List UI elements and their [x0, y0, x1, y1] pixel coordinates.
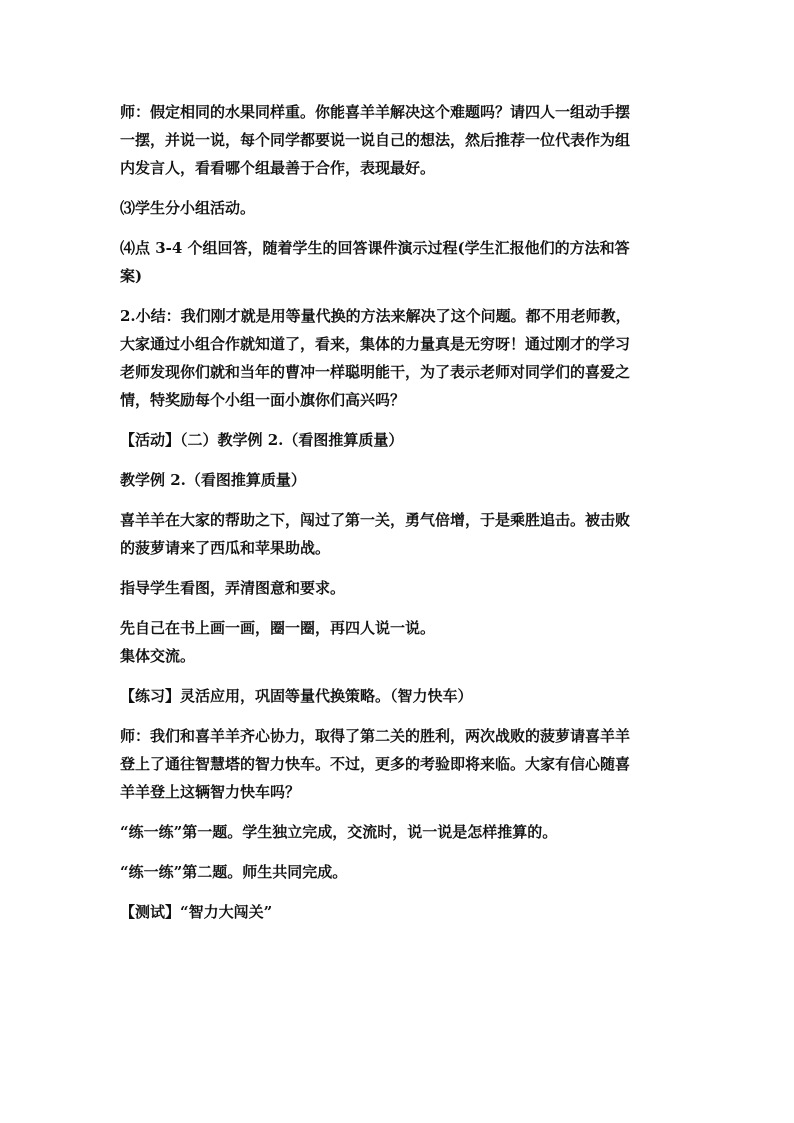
paragraph-teacher-question	[120, 98, 676, 182]
text-line: 老师发现你们就和当年的曹冲一样聪明能干，为了表示老师对同学们的喜爱之	[120, 363, 631, 381]
text-line: 先自己在书上画一画，圈一圈，再四人说一说。	[120, 619, 436, 637]
paragraph-group-answer	[120, 234, 676, 290]
heading-practice	[120, 682, 676, 710]
paragraph-example-2	[120, 466, 676, 494]
text-line: 登上了通往智慧塔的智力快车。不过，更多的考验即将来临。大家有信心随喜	[120, 755, 631, 773]
text-line: 集体交流。	[120, 647, 196, 665]
text-line: “练一练”第二题。师生共同完成。	[120, 863, 348, 881]
text-line: “练一练”第一题。学生独立完成，交流时，说一说是怎样推算的。	[120, 823, 558, 841]
text-line: 喜羊羊在大家的帮助之下，闯过了第一关，勇气倍增，于是乘胜追击。被击败	[120, 511, 631, 529]
text-line: 【活动】（二）教学例 2.（看图推算质量）	[120, 431, 404, 449]
text-line: 师：我们和喜羊羊齐心协力，取得了第二关的胜利，两次战败的菠萝请喜羊羊	[120, 727, 631, 745]
document-body	[120, 98, 676, 926]
text-line: 内发言人，看看哪个组最善于合作，表现最好。	[120, 159, 436, 177]
text-line: 一摆，并说一说，每个同学都要说一说自己的想法，然后推荐一位代表作为组	[120, 131, 631, 149]
text-line: 【练习】灵活应用，巩固等量代换策略。（智力快车）	[120, 687, 473, 705]
paragraph-guide	[120, 574, 676, 602]
text-line: 案)	[120, 267, 143, 285]
paragraph-teacher-intro	[120, 722, 676, 806]
paragraph-summary	[120, 302, 676, 414]
text-line: 情，特奖励每个小组一面小旗你们高兴吗？	[120, 391, 406, 409]
heading-activity	[120, 426, 676, 454]
paragraph-story	[120, 506, 676, 562]
text-line: 师：假定相同的水果同样重。你能喜羊羊解决这个难题吗？请四人一组动手摆	[120, 103, 631, 121]
paragraph-exercise-1	[120, 818, 676, 846]
paragraph-group-activity	[120, 194, 676, 222]
text-line: 羊羊登上这辆智力快车吗？	[120, 783, 301, 801]
text-line: 2.小结：我们刚才就是用等量代换的方法来解决了这个问题。都不用老师教，	[120, 307, 631, 325]
text-line: 的菠萝请来了西瓜和苹果助战。	[120, 539, 331, 557]
text-line: ⑶学生分小组活动。	[120, 199, 256, 217]
text-line: 大家通过小组合作就知道了，看来，集体的力量真是无穷呀！通过刚才的学习	[120, 335, 631, 353]
paragraph-self-work	[120, 614, 676, 670]
text-line: 指导学生看图，弄清图意和要求。	[120, 579, 346, 597]
text-line: ⑷点 3-4 个组回答，随着学生的回答课件演示过程(学生汇报他们的方法和答	[120, 239, 630, 257]
heading-test	[120, 898, 676, 926]
paragraph-exercise-2	[120, 858, 676, 886]
text-line: 【测试】“智力大闯关”	[120, 903, 273, 921]
text-line: 教学例 2.（看图推算质量）	[120, 471, 306, 489]
